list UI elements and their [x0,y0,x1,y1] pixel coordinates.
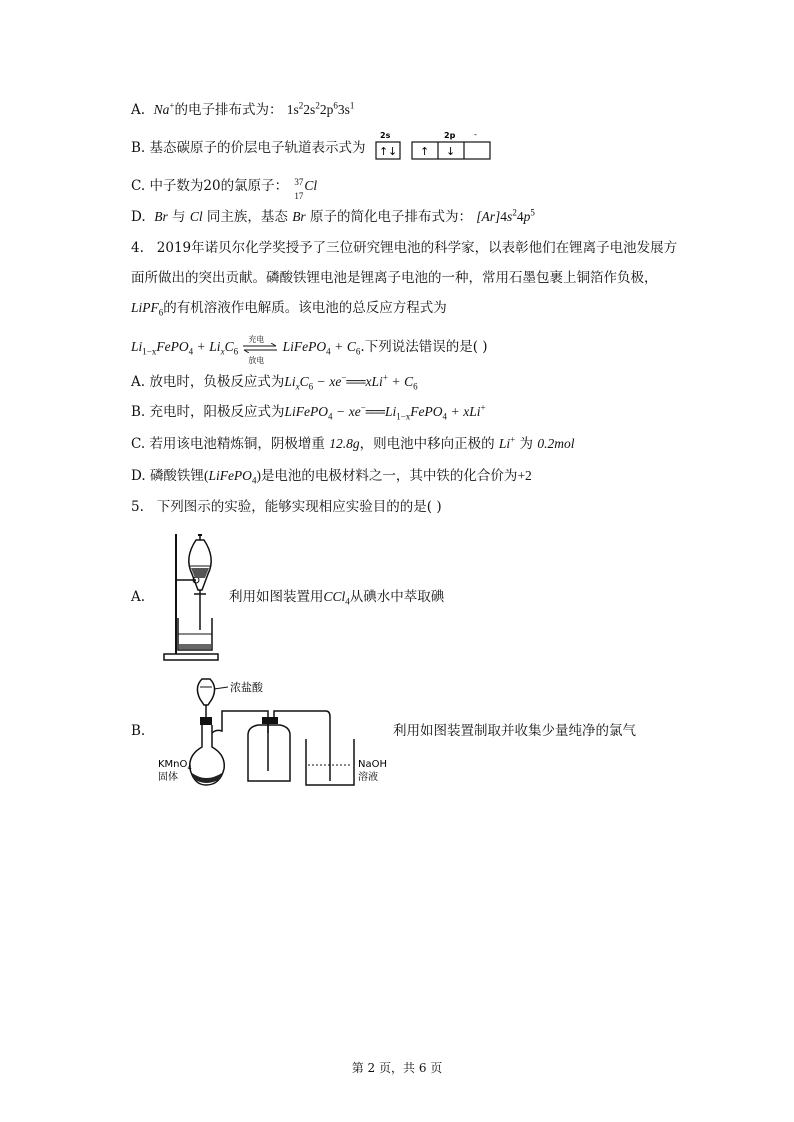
page-footer: 第 2 页，共 6 页 [351,1061,443,1075]
chlorine-isotope: 37 17 [294,176,304,201]
q4-equation: $Li_{1-x}FePO_4 + Li_xC_6$ 充电 放电 LiFePO$_4$ + $C_6$.下列说法错误的是( ) [131,334,488,365]
q5-option-a-label: A. [131,589,146,605]
svg-text:↑: ↑ [420,145,430,158]
q4-stem-line2: 面所做出的突出贡献。磷酸铁锂电池是锂离子电池的一种，常用石墨包裹上铜箔作负极， [131,270,658,286]
spin-down-arrow: ↓ [388,145,398,158]
reversible-arrow: 充电 放电 [242,338,278,358]
q4-option-b: B. 充电时，阳极反应式为LiFePO$_4$ − $xe^-══Li_{1-x}FePO_4 + xLi^+$ [131,402,486,422]
label-solid: 固体 [158,772,178,783]
svg-text:↓: ↓ [446,145,456,158]
q3-option-d: D. Br 与 Cl 同主族，基态 Br 原子的简化电子排布式为： $[Ar]4s^24p^5$ [131,207,535,225]
label-naoh: NaOH [358,759,387,770]
orbital-2s-label: 2s [380,131,391,140]
separatory-funnel-figure [160,530,222,665]
q5-option-b-text: 利用如图装置制取并收集少量纯净的氯气 [393,723,636,739]
q4-stem-line3: LiPF$_6$的有机溶液作电解质。该电池的总反应方程式为 [131,300,447,318]
spin-up-arrow: ↑ [379,145,389,158]
na-ion: Na+ [153,100,175,117]
q4-option-d: D. 磷酸铁锂(LiFePO$_4$)是电池的电极材料之一，其中铁的化合价为+2 [131,468,532,486]
orbital-2p-label: 2p [444,131,456,140]
q3-option-a: A. Na+的电子排布式为： $1s^22s^22p^63s^1$ [131,100,355,118]
q5-stem: 5. 下列图示的实验，能够实现相应实验目的的是( ) [131,499,442,515]
q3-option-c: C. 中子数为20的氯原子： 37 17 Cl [131,176,318,201]
label-concentrated-hcl: 浓盐酸 [230,681,263,694]
chlorine-apparatus-figure [148,673,398,793]
q4-stem-line1: 4. 2019年诺贝尔化学奖授予了三位研究锂电池的科学家，以表彰他们在锂离子电池发展方 [131,240,678,256]
orbital-diagram [374,131,494,161]
svg-text:-: - [474,131,477,139]
br-config: $[Ar]4s^24p^5$ [476,207,535,224]
q3-option-b: B. 基态碳原子的价层电子轨道表示式为 [131,140,366,156]
electron-config: $1s^22s^22p^63s^1$ [286,100,355,117]
label-kmno4: KMnO$_4$ [158,759,192,772]
q5-option-a-text: 利用如图装置用CCl$_4$从碘水中萃取碘 [229,589,445,607]
q4-option-c: C. 若用该电池精炼铜，阴极增重 12.8g，则电池中移向正极的 Li+ 为 0.2mol [131,434,575,452]
q4-option-a: A. 放电时，负极反应式为$Li_xC_6$ − xe−══xLi+ + $C_6$ [131,372,418,392]
q5-option-b-label: B. [131,723,146,739]
label-solution: 溶液 [358,772,378,783]
